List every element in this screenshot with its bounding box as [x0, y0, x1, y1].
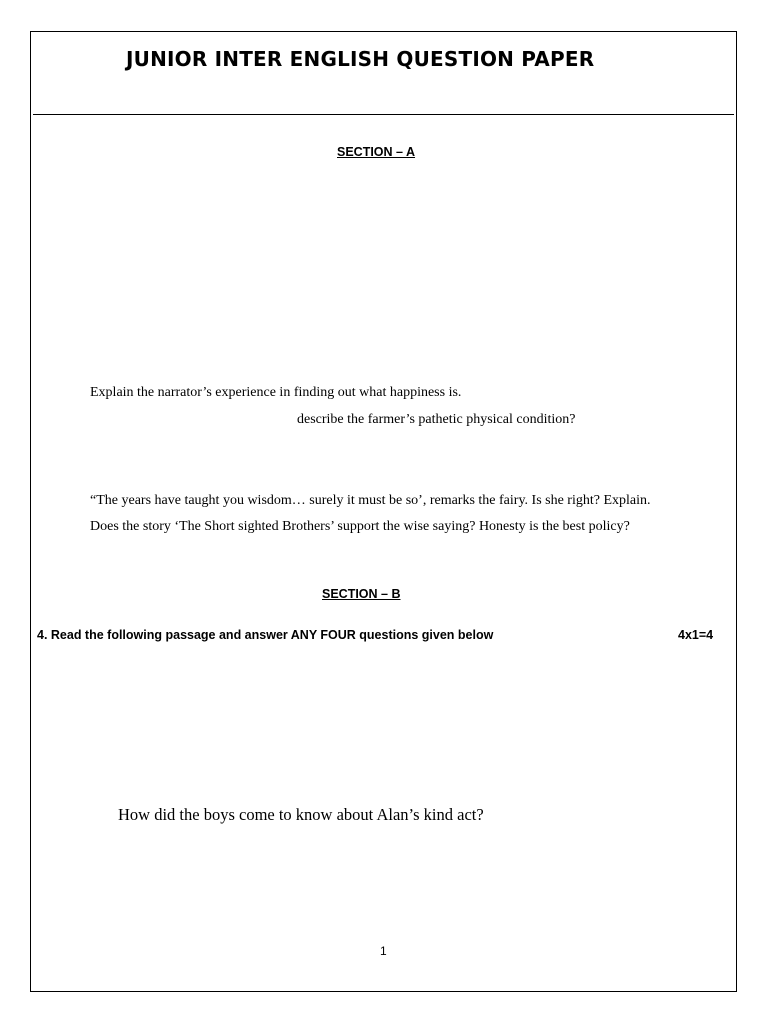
- section-b-heading: SECTION – B: [322, 587, 401, 601]
- question-fairy-wisdom: “The years have taught you wisdom… surely it must be so’, remarks the fairy. Is she right? Explain.: [90, 493, 651, 508]
- page-border: [30, 31, 737, 992]
- question-farmer-condition: describe the farmer’s pathetic physical condition?: [297, 412, 576, 427]
- passage-instruction: 4. Read the following passage and answer ANY FOUR questions given below: [37, 628, 494, 642]
- passage-question-alan: How did the boys come to know about Alan’s kind act?: [118, 805, 484, 824]
- page-title: JUNIOR INTER ENGLISH QUESTION PAPER: [126, 47, 595, 71]
- question-short-sighted-brothers: Does the story ‘The Short sighted Brothers’ support the wise saying? Honesty is the best policy?: [90, 519, 630, 534]
- header-divider: [33, 114, 734, 115]
- section-a-heading: SECTION – A: [337, 145, 416, 159]
- question-narrator-happiness: Explain the narrator’s experience in finding out what happiness is.: [90, 385, 462, 400]
- marks-allocation: 4x1=4: [678, 628, 714, 642]
- page-number: 1: [380, 944, 387, 958]
